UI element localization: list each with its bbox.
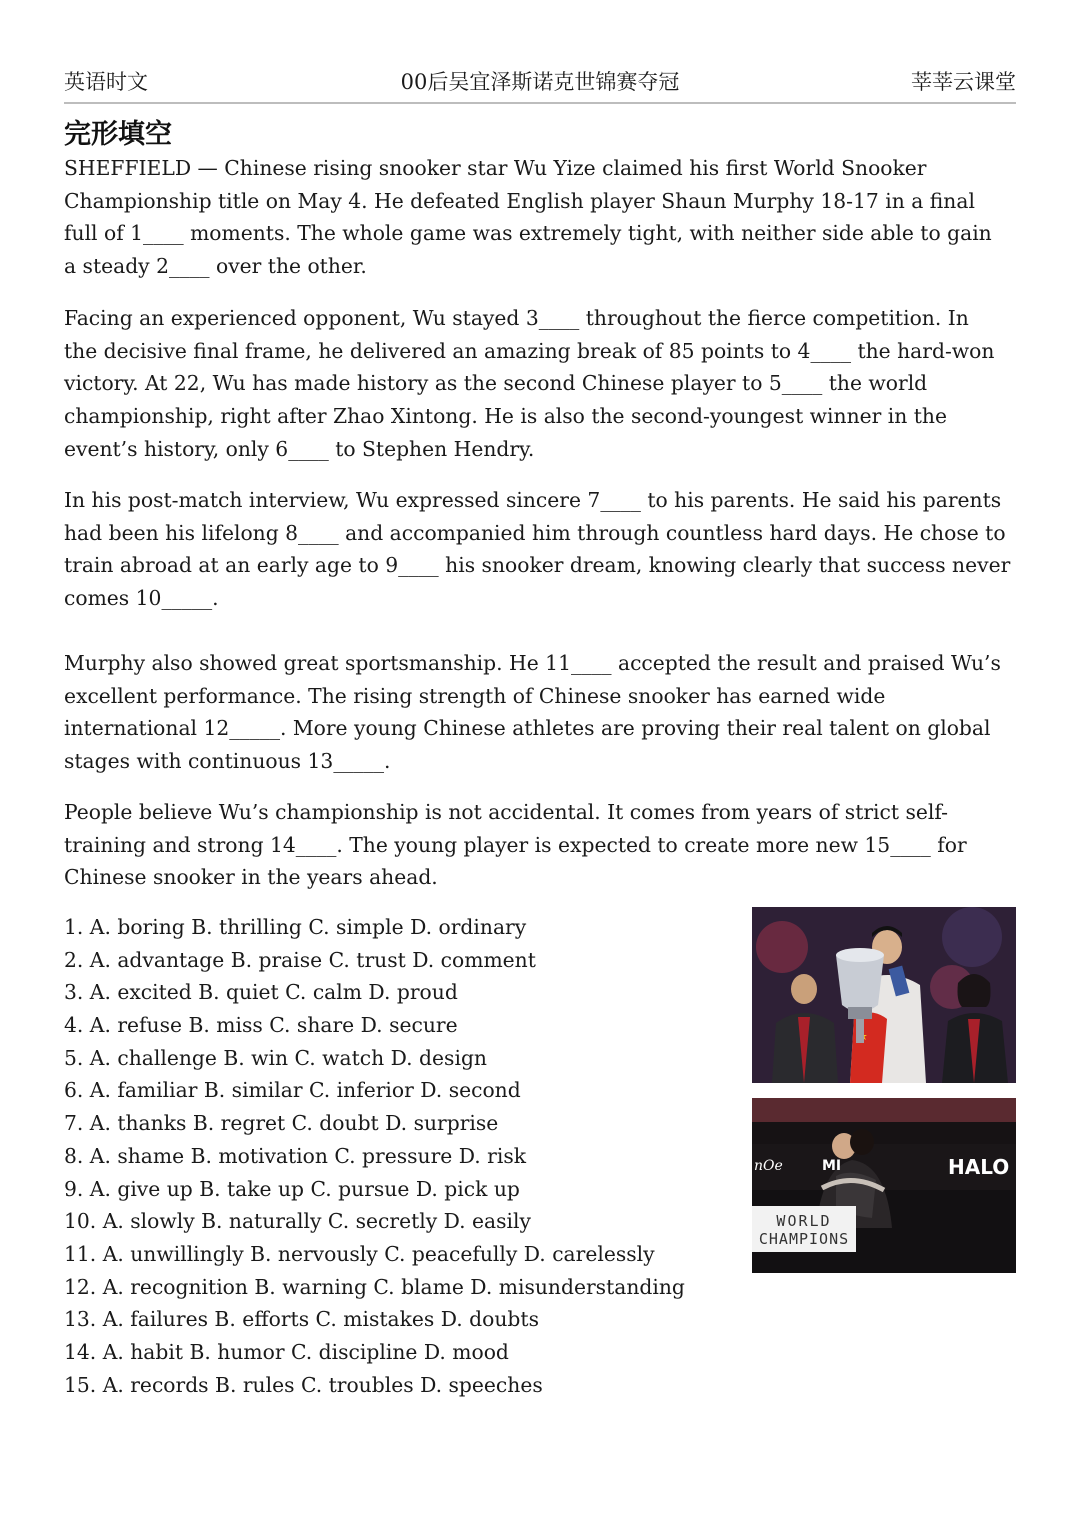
page-header [64,62,1016,104]
option-item: 5. A. challenge B. win C. watch D. design [64,1045,487,1070]
option-item: 7. A. thanks B. regret C. doubt D. surprise [64,1111,499,1136]
paragraph-line: championship, right after Zhao Xintong. He is also the second-youngest winner in the [64,404,947,429]
paragraph-line: People believe Wu’s championship is not accidental. It comes from years of strict self- [64,800,949,824]
paragraph-line: Chinese snooker in the years ahead. [64,865,438,890]
option-item: 6. A. familiar B. similar C. inferior D. second [64,1078,521,1103]
sponsor-text-middle: MI [822,1158,842,1174]
paragraph-line: full of 1____ moments. The whole game was extremely tight, with neither side able to gain [64,221,992,246]
paragraph-line: event’s history, only 6____ to Stephen Hendry. [64,436,535,461]
paragraph-line: the decisive final frame, he delivered an amazing break of 85 points to 4____ the hard-won [64,338,995,363]
paragraph-line: a steady 2____ over the other. [64,254,367,279]
option-item: 9. A. give up B. take up C. pursue D. pick up [64,1176,520,1201]
sponsor-text-left: nOe [754,1158,783,1174]
paragraph-line: training and strong 14____. The young player is expected to create more new 15____ for [64,832,967,857]
option-item: 10. A. slowly B. naturally C. secretly D. easily [64,1209,531,1234]
option-item: 12. A. recognition B. warning C. blame D. misunderstanding [64,1274,685,1299]
paragraph-line: excellent performance. The rising strength of Chinese snooker has earned wide [64,683,886,708]
paragraph-line: victory. At 22, Wu has made history as the second Chinese player to 5____ the world [64,371,928,396]
option-item: 13. A. failures B. efforts C. mistakes D. doubts [64,1307,539,1332]
trophy-photo [752,907,1016,1083]
option-item: 8. A. shame B. motivation C. pressure D. risk [64,1143,527,1168]
paragraph-3 [64,484,1018,615]
option-item: 2. A. advantage B. praise C. trust D. comment [64,947,536,972]
paragraph-line: had been his lifelong 8____ and accompanied him through countless hard days. He chose to [64,520,1006,545]
paragraph-line: Facing an experienced opponent, Wu stayed 3____ throughout the fierce competition. In [64,306,969,330]
paragraph-1 [64,152,1018,283]
paragraph-2 [64,302,1018,465]
option-item: 14. A. habit B. humor C. discipline D. mood [64,1339,509,1364]
paragraph-line: SHEFFIELD — Chinese rising snooker star Wu Yize claimed his first World Snooker [64,156,927,180]
paragraph-5 [64,796,1018,894]
header-article-title: 00后吴宜泽斯诺克世锦赛夺冠 [400,70,680,94]
section-title: 完形填空 [64,119,172,150]
paragraph-line: international 12_____. More young Chinese athletes are proving their real talent on global [64,716,991,741]
paragraph-line: stages with continuous 13_____. [64,749,391,774]
embrace-photo [752,1098,1016,1273]
paragraph-line: Murphy also showed great sportsmanship. He 11____ accepted the result and praised Wu’s [64,651,1001,675]
paragraph-line: In his post-match interview, Wu expressed sincere 7____ to his parents. He said his parents [64,488,1002,512]
answer-options-list [64,911,685,1401]
embrace-photo-illustration [752,1098,1016,1273]
option-item: 4. A. refuse B. miss C. share D. secure [64,1013,458,1038]
trophy-photo-illustration [752,907,1016,1083]
paragraph-line: comes 10_____. [64,586,219,611]
banner-text-top: WORLD [776,1212,832,1230]
paragraph-4 [64,647,1018,778]
header-category: 英语时文 [64,70,148,94]
option-item: 3. A. excited B. quiet C. calm D. proud [64,980,458,1005]
paragraph-line: train abroad at an early age to 9____ his snooker dream, knowing clearly that success never [64,553,1011,578]
paragraph-line: Championship title on May 4. He defeated English player Shaun Murphy 18-17 in a final [64,188,975,213]
header-source: 莘莘云课堂 [911,70,1016,94]
banner-text-bottom: CHAMPIONS [758,1230,850,1248]
option-item: 15. A. records B. rules C. troubles D. speeches [64,1372,543,1397]
option-item: 11. A. unwillingly B. nervously C. peacefully D. carelessly [64,1241,655,1266]
option-item: 1. A. boring B. thrilling C. simple D. ordinary [64,915,527,939]
sponsor-text-right: HALO [948,1155,1010,1179]
